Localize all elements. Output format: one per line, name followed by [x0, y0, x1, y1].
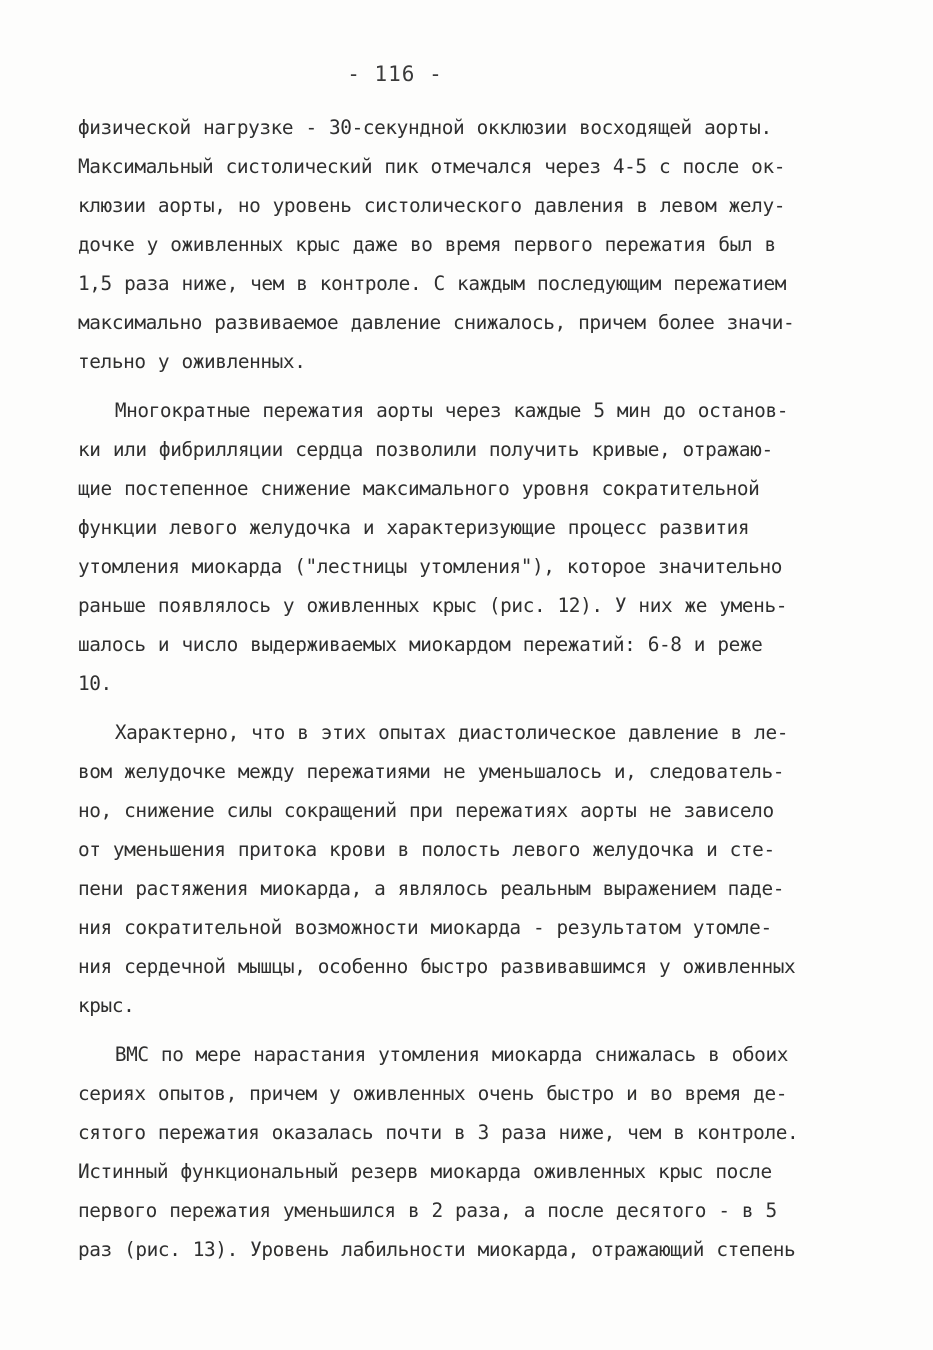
text-line: щие постепенное снижение максимального уровня сократительной — [78, 477, 760, 500]
text-line: 10. — [78, 672, 112, 695]
text-line: крыс. — [78, 994, 135, 1017]
text-line: ки или фибрилляции сердца позволили получить кривые, отражаю- — [78, 438, 773, 461]
text-line: Многократные пережатия аорты через каждые 5 мин до останов- — [78, 399, 788, 422]
paragraph-4 — [78, 1035, 828, 1269]
text-line: Максимальный систолический пик отмечался через 4-5 с после ок- — [78, 155, 785, 178]
page-number: - 116 - — [347, 62, 443, 86]
paragraph-3 — [78, 713, 828, 1025]
paragraph-gap — [78, 1025, 828, 1035]
text-line: первого пережатия уменьшился в 2 раза, а после десятого - в 5 — [78, 1199, 777, 1222]
text-line: 1,5 раза ниже, чем в контроле. С каждым последующим пережатием — [78, 272, 786, 295]
text-line: пени растяжения миокарда, а являлось реальным выражением паде- — [78, 877, 784, 900]
text-line: функции левого желудочка и характеризующие процесс развития — [78, 516, 750, 539]
text-line: дочке у оживленных крыс даже во время первого пережатия был в — [78, 233, 776, 256]
paragraph-1 — [78, 108, 828, 381]
text-line: но, снижение силы сокращений при пережатиях аорты не зависело — [78, 799, 774, 822]
text-line: Истинный функциональный резерв миокарда оживленных крыс после — [78, 1160, 772, 1183]
text-line: клюзии аорты, но уровень систолического давления в левом желу- — [78, 194, 785, 217]
body-text — [78, 108, 828, 1269]
text-line: ВМС по мере нарастания утомления миокарда снижалась в обоих — [78, 1043, 788, 1066]
text-line: тельно у оживленных. — [78, 350, 306, 373]
text-line: максимально развиваемое давление снижалось, причем более значи- — [78, 311, 795, 334]
text-line: шалось и число выдерживаемых миокардом пережатий: 6-8 и реже — [78, 633, 763, 656]
text-line: ния сердечной мышцы, особенно быстро развивавшимся у оживленных — [78, 955, 796, 978]
paragraph-gap — [78, 381, 828, 391]
text-line: сятого пережатия оказалась почти в 3 раза ниже, чем в контроле. — [78, 1121, 799, 1144]
text-line: раз (рис. 13). Уровень лабильности миокарда, отражающий степень — [78, 1238, 796, 1261]
text-line: от уменьшения притока крови в полость левого желудочка и сте- — [78, 838, 775, 861]
text-line: сериях опытов, причем у оживленных очень быстро и во время де- — [78, 1082, 787, 1105]
paragraph-gap — [78, 703, 828, 713]
text-line: утомления миокарда ("лестницы утомления"), которое значительно — [78, 555, 782, 578]
text-line: физической нагрузке - 30-секундной окклюзии восходящей аорты. — [78, 116, 772, 139]
text-line: ния сократительной возможности миокарда - результатом утомле- — [78, 916, 772, 939]
text-line: Характерно, что в этих опытах диастолическое давление в ле- — [78, 721, 788, 744]
paragraph-2 — [78, 391, 828, 703]
text-line: раньше появлялось у оживленных крыс (рис. 12). У них же умень- — [78, 594, 787, 617]
text-line: вом желудочке между пережатиями не уменьшалось и, следователь- — [78, 760, 784, 783]
